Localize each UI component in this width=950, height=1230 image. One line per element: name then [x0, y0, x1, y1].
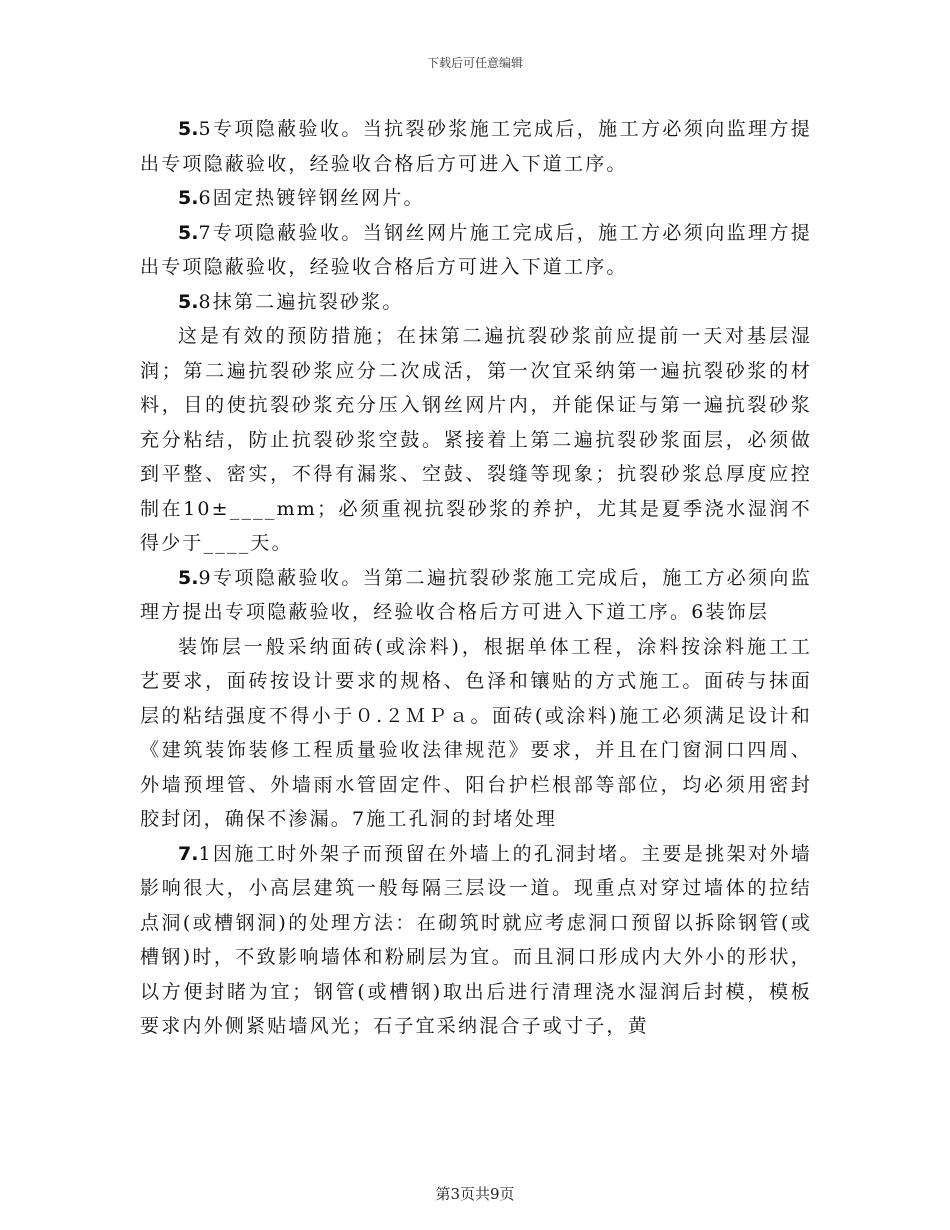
paragraph-text: 装饰层一般采纳面砖(或涂料)，根据单体工程，涂料按涂料施工工艺要求，面砖按设计要求的规格、色泽和镶贴的方式施工。面砖与抹面层的粘结强度不得小于０.２ＭＰａ。面砖(或涂料)施工必须满足设计和《建筑装饰装修工程质量验收法律规范》要求，并且在门窗洞口四周、外墙预埋管、外墙雨水管固定件、阳台护栏根部等部位，均必须用密封胶封闭，确保不渗漏。7施工孔洞的封堵处理 [140, 635, 812, 830]
section-number: 5. [178, 290, 199, 313]
paragraph-5-9 [140, 561, 812, 630]
paragraph-5-6 [140, 181, 812, 216]
section-number: 5. [178, 118, 199, 140]
paragraph-text: 这是有效的预防措施；在抹第二遍抗裂砂浆前应提前一天对基层湿润；第二遍抗裂砂浆应分二次成活，第一次宜采纳第一遍抗裂砂浆的材料，目的使抗裂砂浆充分压入钢丝网片内，并能保证与第一遍抗裂砂浆充分粘结，防止抗裂砂浆空鼓。紧接着上第二遍抗裂砂浆面层，必须做到平整、密实，不得有漏浆、空鼓、裂缝等现象；抗裂砂浆总厚度应控制在10±____mm；必须重视抗裂砂浆的养护，尤其是夏季浇水湿润不得少于____天。 [140, 325, 812, 554]
paragraph-text: 8抹第二遍抗裂砂浆。 [198, 290, 404, 313]
paragraph-text: 7专项隐蔽验收。当钢丝网片施工完成后，施工方必须向监理方提出专项隐蔽验收，经验收合格后方可进入下道工序。 [140, 221, 812, 278]
paragraph-text: 9专项隐蔽验收。当第二遍抗裂砂浆施工完成后，施工方必须向监理方提出专项隐蔽验收，经验收合格后方可进入下道工序。6装饰层 [140, 566, 812, 623]
section-number: 5. [178, 187, 199, 209]
section-number: 5. [178, 221, 199, 244]
paragraph-text: 5专项隐蔽验收。当抗裂砂浆施工完成后，施工方必须向监理方提出专项隐蔽验收，经验收合格后方可进入下道工序。 [140, 118, 812, 175]
paragraph-7-1 [140, 837, 812, 1044]
paragraph-text: 6固定热镀锌钢丝网片。 [198, 187, 425, 209]
paragraph-5-8 [140, 285, 812, 320]
section-number: 5. [178, 566, 199, 589]
document-body [140, 112, 812, 1044]
page-header: 下载后可任意编辑 [426, 56, 523, 70]
paragraph-5-7 [140, 216, 812, 285]
paragraph-prevention [140, 319, 812, 561]
paragraph-text: 1因施工时外架子而预留在外墙上的孔洞封堵。主要是挑架对外墙影响很大，小高层建筑一般每隔三层设一道。现重点对穿过墙体的拉结点洞(或槽钢洞)的处理方法：在砌筑时就应考虑洞口预留以拆除钢管(或槽钢)时，不致影响墙体和粉刷层为宜。而且洞口形成内大外小的形状，以方便封睹为宜；钢管(或槽钢)取出后进行清理浇水湿润后封模，模板要求内外侧紧贴墙风光；石子宜采纳混合子或寸子，黄 [140, 842, 812, 1037]
section-number: 7. [178, 842, 199, 865]
paragraph-decoration [140, 630, 812, 837]
paragraph-5-5 [140, 112, 812, 181]
page-footer: 第3页共9页 [435, 1185, 515, 1203]
